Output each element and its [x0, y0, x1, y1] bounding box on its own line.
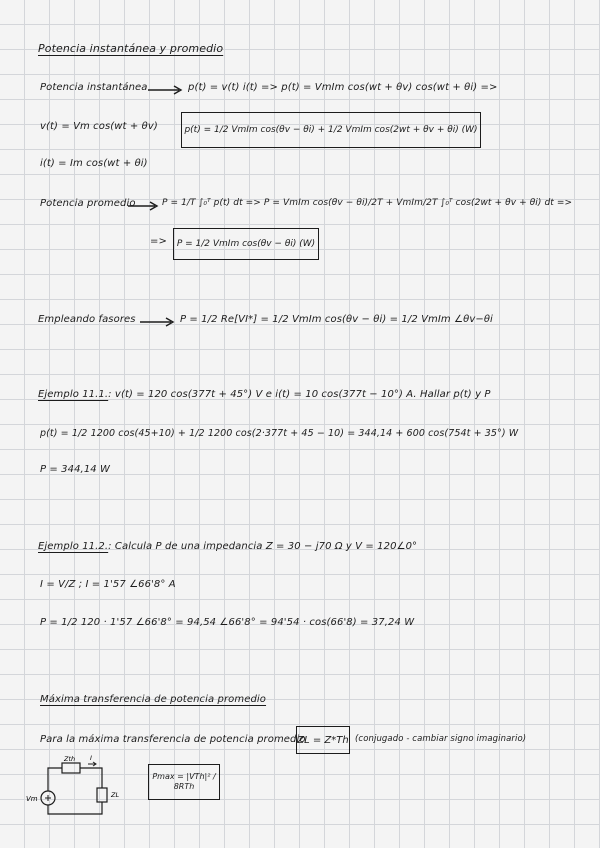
instant-power-label: Potencia instantánea	[40, 82, 148, 93]
max-transfer-condition-box	[296, 726, 350, 754]
average-power-equation: P = 1/T ∫₀ᵀ p(t) dt => P = VmIm cos(θv − θi)/2T + VmIm/2T ∫₀ᵀ cos(2wt + θv + θi) dt =>	[162, 198, 573, 208]
instant-power-result-box	[181, 112, 481, 148]
max-transfer-note: (conjugado - cambiar signo imaginario)	[355, 734, 527, 744]
arrow-right-icon	[146, 84, 184, 96]
current-definition: i(t) = Im cos(wt + θi)	[40, 158, 148, 169]
implies-symbol: =>	[150, 236, 167, 247]
arrow-right-icon	[138, 316, 176, 328]
thevenin-impedance-icon	[62, 763, 80, 773]
phasor-equation: P = 1/2 Re[VI*] = 1/2 VmIm cos(θv − θi) = 1/2 VmIm ∠θv−θi	[180, 314, 493, 325]
circuit-label-zth: Zth	[64, 755, 76, 763]
example-1-statement: : v(t) = 120 cos(377t + 45°) V e i(t) = 10 cos(377t − 10°) A. Hallar p(t) y P	[108, 389, 491, 400]
average-power-result: P = 1/2 VmIm cos(θv − θi) (W)	[176, 239, 316, 249]
example-2-current: I = V/Z ; I = 1'57 ∠66'8° A	[40, 579, 176, 590]
example-2-title: Ejemplo 11.2.	[38, 541, 109, 552]
pmax-formula-box	[148, 764, 220, 800]
example-2-statement: : Calcula P de una impedancia Z = 30 − j70 Ω y V = 120∠0°	[108, 541, 418, 552]
example-1-result: P = 344,14 W	[40, 464, 111, 475]
example-1-statement-line	[38, 389, 491, 400]
instant-power-result: p(t) = 1/2 VmIm cos(θv − θi) + 1/2 VmIm cos(2wt + θv + θi) (W)	[184, 125, 478, 135]
max-transfer-condition: ZL = Z*Th	[297, 734, 349, 746]
circuit-label-load: ZL	[111, 791, 120, 799]
example-1-power-equation: p(t) = 1/2 1200 cos(45+10) + 1/2 1200 cos(2·377t + 45 − 10) = 344,14 + 600 cos(754t + 35°) W	[40, 428, 519, 439]
max-transfer-statement: Para la máxima transferencia de potencia promedio	[40, 734, 306, 745]
example-2-power: P = 1/2 120 · 1'57 ∠66'8° = 94,54 ∠66'8° = 94'54 · cos(66'8) = 37,24 W	[40, 617, 415, 628]
thevenin-circuit-diagram	[26, 752, 136, 818]
example-2-statement-line	[38, 541, 417, 552]
example-1-title: Ejemplo 11.1.	[38, 389, 109, 400]
arrow-right-icon	[126, 200, 160, 212]
section-title: Potencia instantánea y promedio	[38, 42, 224, 55]
average-power-label: Potencia promedio	[40, 198, 136, 209]
average-power-result-box	[173, 228, 319, 260]
max-transfer-title: Máxima transferencia de potencia promedio	[40, 694, 267, 705]
phasor-label: Empleando fasores	[38, 314, 136, 325]
voltage-definition: v(t) = Vm cos(wt + θv)	[40, 121, 158, 132]
pmax-formula: Pmax = |VTh|² / 8RTh	[152, 772, 216, 791]
load-impedance-icon	[97, 788, 107, 802]
circuit-label-source: Vm	[26, 795, 38, 803]
circuit-label-current: I	[90, 754, 92, 762]
instant-power-equation: p(t) = v(t) i(t) => p(t) = VmIm cos(wt + θv) cos(wt + θi) =>	[188, 82, 498, 93]
